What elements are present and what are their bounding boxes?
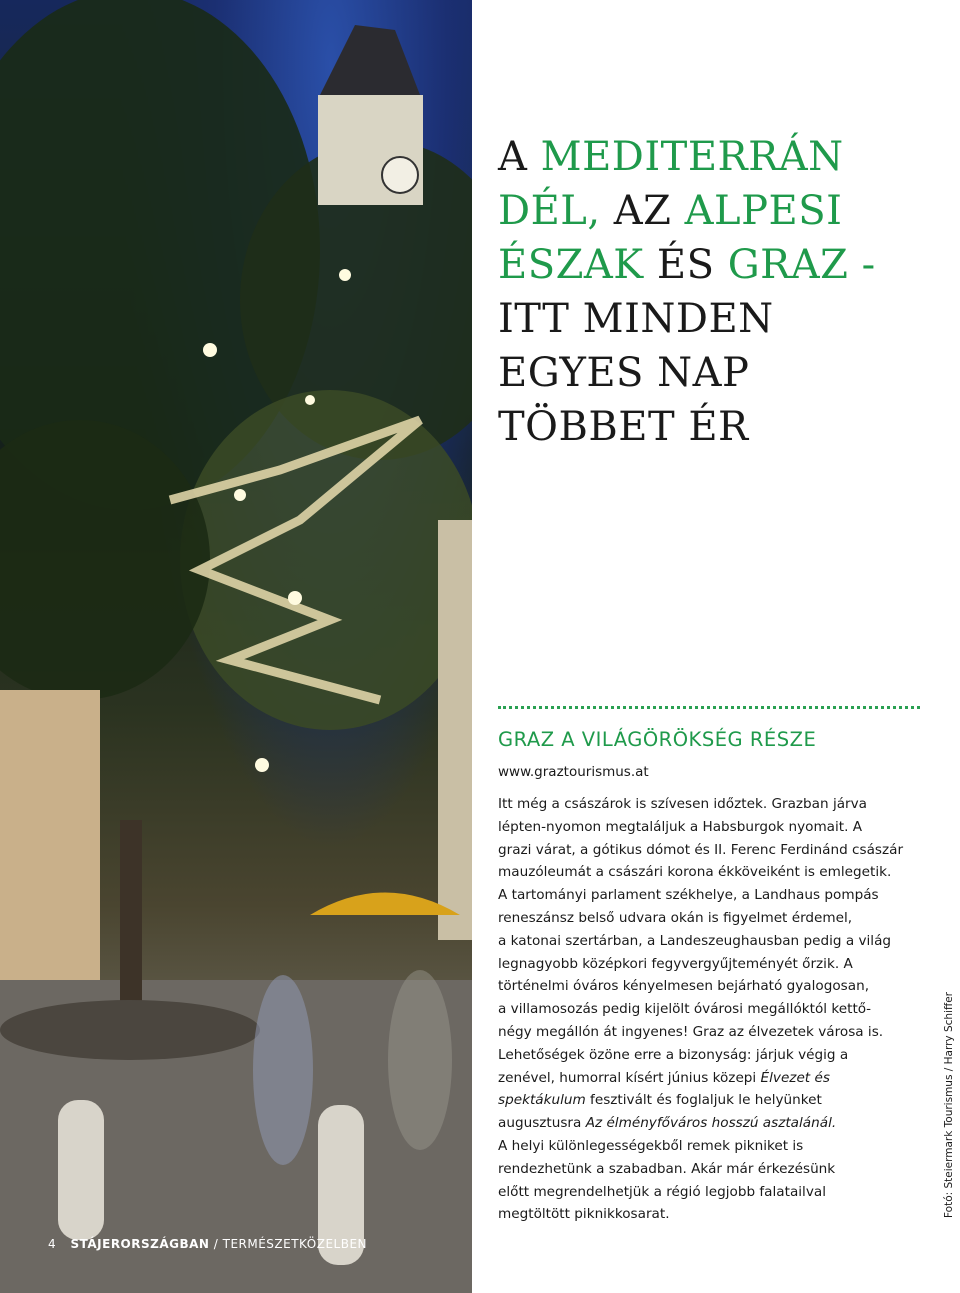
photo-credit: Fotó: Steiermark Tourismus / Harry Schiffer [943,992,955,1218]
body-line: mauzóleumát a császári korona ékköveiként is emlegetik. [498,864,892,881]
body-line [498,1089,908,1112]
body-line: négy megállón át ingyenes! Graz az élvezetek városa is. [498,1023,884,1040]
street-lamp [339,269,351,281]
street-lamp [234,489,246,501]
body-line: Itt még a császárok is szívesen időztek. Grazban járva [498,796,868,812]
street-lamp [255,758,269,772]
headline-word: A [498,134,541,180]
body-line: grazi várat, a gótikus dómot és II. Ferenc Ferdinánd császár [498,841,904,858]
pedestrian-blur [388,970,452,1150]
footer-section-name: STÁJERORSZÁGBAN [70,1237,210,1251]
headline-line: EGYES NAP [498,350,750,396]
body-line: lépten-nyomon megtaláljuk a Habsburgok nyomait. A [498,818,863,835]
festival-name: spektákulum [498,1092,586,1109]
pedestrian-blur [253,975,313,1165]
headline-word-accent: MEDITERRÁN [540,134,844,180]
building-right [438,520,472,940]
body-line: A tartományi parlament székhelye, a Landhaus pompás [498,887,879,904]
cafe-umbrella [310,893,460,916]
body-line: reneszánsz belső udvara okán is figyelmet érdemel, [498,909,853,926]
fountain-basin [0,1000,260,1060]
article-body [498,793,908,1226]
headline [498,130,928,454]
headline-line: TÖBBET ÉR [498,404,749,450]
dotted-divider [498,706,920,709]
headline-word: AZ [600,188,685,234]
body-text-span: augusztusra [498,1115,586,1132]
street-lamp [203,343,217,357]
body-line: legnagyobb középkori fegyvergyűjteményét őrzik. A [498,955,853,972]
page-footer [48,1237,367,1251]
footer-subsection: / TERMÉSZETKÖZELBEN [209,1237,367,1251]
body-line: a katonai szertárban, a Landeszeughausban pedig a világ [498,932,892,949]
body-line: Lehetőségek özöne erre a bizonyság: járjuk végig a [498,1046,849,1063]
street-lamp [305,395,315,405]
clock-tower-roof [320,25,420,95]
section-title: GRAZ A VILÁGÖRÖKSÉG RÉSZE [498,728,817,751]
headline-word-accent: DÉL, [498,188,601,234]
headline-word-accent: GRAZ - [727,242,876,288]
building-left [0,690,100,1010]
body-text-span: fesztivált és foglaljuk le helyünket [585,1092,822,1109]
clock-face [382,157,418,193]
body-line [498,1067,908,1090]
headline-word-accent: ALPESI [684,188,843,234]
body-line: megtöltött piknikkosarat. [498,1206,670,1223]
body-line: a villamosozás pedig kijelölt óvárosi megállóktól kettő- [498,1001,872,1018]
headline-word-accent: ÉSZAK [498,242,644,288]
headline-word: ÉS [643,242,728,288]
body-line: rendezhetünk a szabadban. Akár már érkezésünk [498,1160,836,1177]
bollard [58,1100,104,1240]
body-line: előtt megrendelhetjük a régió legjobb falatailval [498,1183,826,1200]
fountain-column [120,820,142,1020]
graz-night-photo [0,0,472,1293]
photo-illustration [0,0,472,1293]
page-number: 4 [48,1237,57,1251]
festival-name: Élvezet és [760,1069,830,1086]
event-name: Az élményfőváros hosszú asztalánál. [585,1115,837,1132]
street-lamp [288,591,302,605]
body-line: A helyi különlegességekből remek pikniket is [498,1137,804,1154]
body-line: történelmi óváros kényelmesen bejárható gyalogosan, [498,978,870,995]
website-link[interactable]: www.graztourismus.at [498,764,649,780]
body-text-span: zenével, humorral kísért június közepi [498,1069,761,1086]
headline-line: ITT MINDEN [498,296,774,342]
body-line [498,1112,908,1135]
